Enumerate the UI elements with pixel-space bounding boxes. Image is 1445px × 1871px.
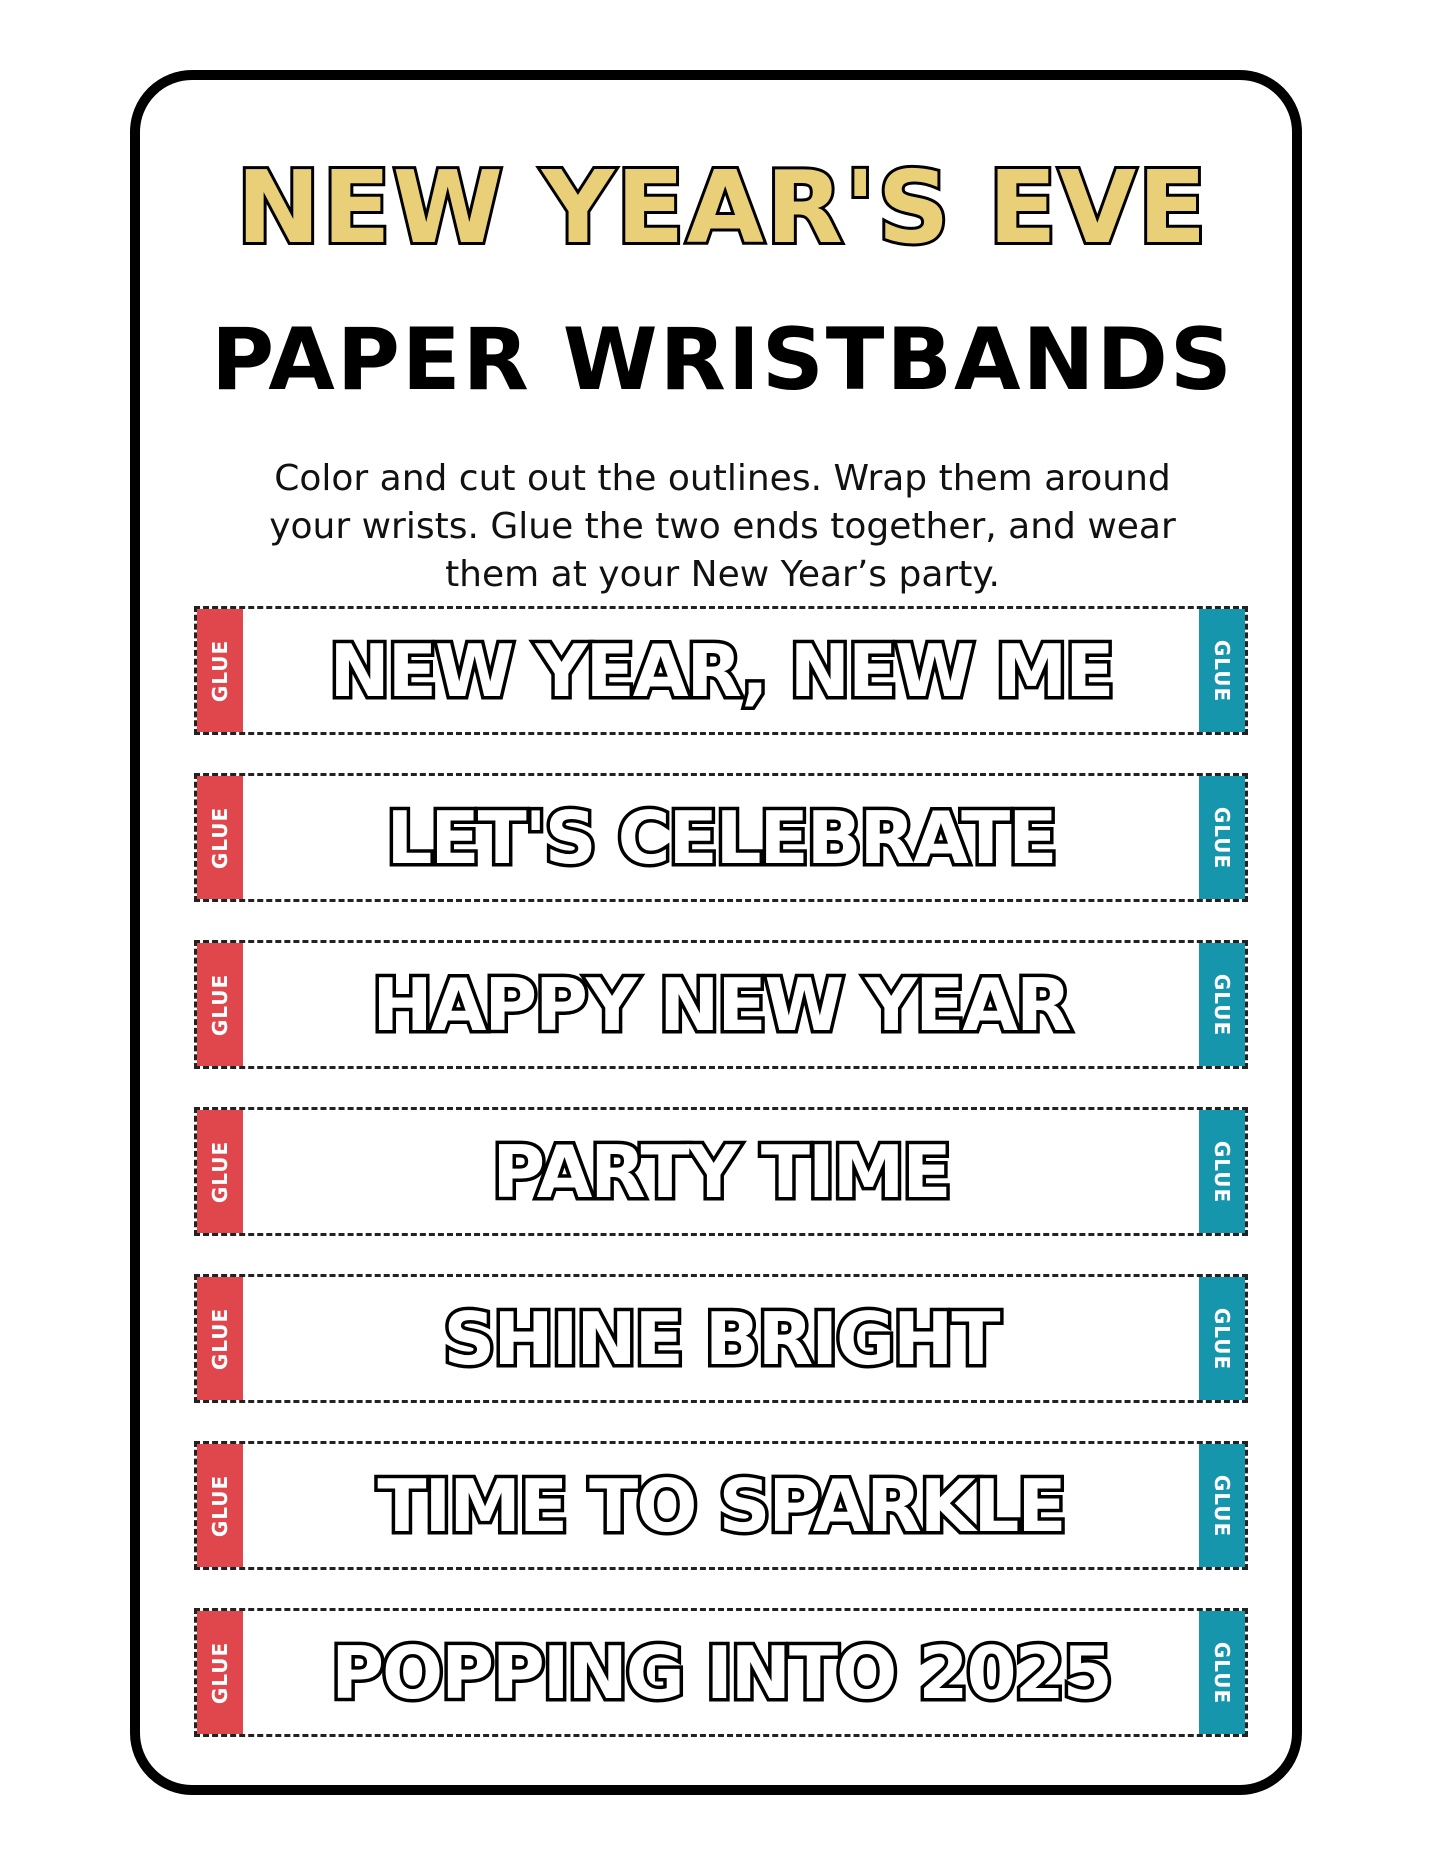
glue-tab-right xyxy=(1199,1444,1245,1567)
wristband-strip xyxy=(194,1608,1248,1737)
glue-tab-right xyxy=(1199,776,1245,899)
glue-label: GLUE xyxy=(1210,639,1235,702)
glue-tab-left xyxy=(197,943,243,1066)
glue-label: GLUE xyxy=(208,1474,233,1537)
glue-label: GLUE xyxy=(208,639,233,702)
glue-tab-left xyxy=(197,1611,243,1734)
wristband-text: SHINE BRIGHT xyxy=(443,1296,999,1381)
glue-label: GLUE xyxy=(1210,1641,1235,1704)
wristband-strip xyxy=(194,1274,1248,1403)
instructions-text: Color and cut out the outlines. Wrap them around your wrists. Glue the two ends together, and wear them at your New Year’s party. xyxy=(269,458,1176,595)
wristband-text: HAPPY NEW YEAR xyxy=(372,962,1070,1047)
wristband-strip xyxy=(194,606,1248,735)
glue-label: GLUE xyxy=(1210,806,1235,869)
glue-label: GLUE xyxy=(208,806,233,869)
glue-label: GLUE xyxy=(208,1307,233,1370)
wristband-text: TIME TO SPARKLE xyxy=(377,1463,1065,1548)
wristband-strip xyxy=(194,1107,1248,1236)
glue-label: GLUE xyxy=(1210,1307,1235,1370)
glue-tab-left xyxy=(197,609,243,732)
wristband-text: PARTY TIME xyxy=(492,1129,950,1214)
glue-tab-right xyxy=(1199,943,1245,1066)
glue-tab-left xyxy=(197,1277,243,1400)
glue-tab-left xyxy=(197,1110,243,1233)
page-subtitle: PAPER WRISTBANDS xyxy=(211,310,1234,410)
glue-tab-left xyxy=(197,776,243,899)
glue-label: GLUE xyxy=(1210,1140,1235,1203)
wristband-strip xyxy=(194,940,1248,1069)
glue-tab-right xyxy=(1199,609,1245,732)
glue-label: GLUE xyxy=(208,1140,233,1203)
page-title: NEW YEAR'S EVE xyxy=(236,149,1209,266)
wristband-text: LET'S CELEBRATE xyxy=(386,795,1056,880)
glue-label: GLUE xyxy=(1210,1474,1235,1537)
wristband-strip xyxy=(194,1441,1248,1570)
glue-tab-right xyxy=(1199,1110,1245,1233)
glue-tab-right xyxy=(1199,1611,1245,1734)
glue-label: GLUE xyxy=(1210,973,1235,1036)
wristband-text: NEW YEAR, NEW ME xyxy=(329,628,1113,713)
glue-label: GLUE xyxy=(208,973,233,1036)
wristband-strip xyxy=(194,773,1248,902)
glue-label: GLUE xyxy=(208,1641,233,1704)
glue-tab-right xyxy=(1199,1277,1245,1400)
wristband-text: POPPING INTO 2025 xyxy=(331,1630,1111,1715)
wristband-list xyxy=(194,606,1248,1775)
glue-tab-left xyxy=(197,1444,243,1567)
